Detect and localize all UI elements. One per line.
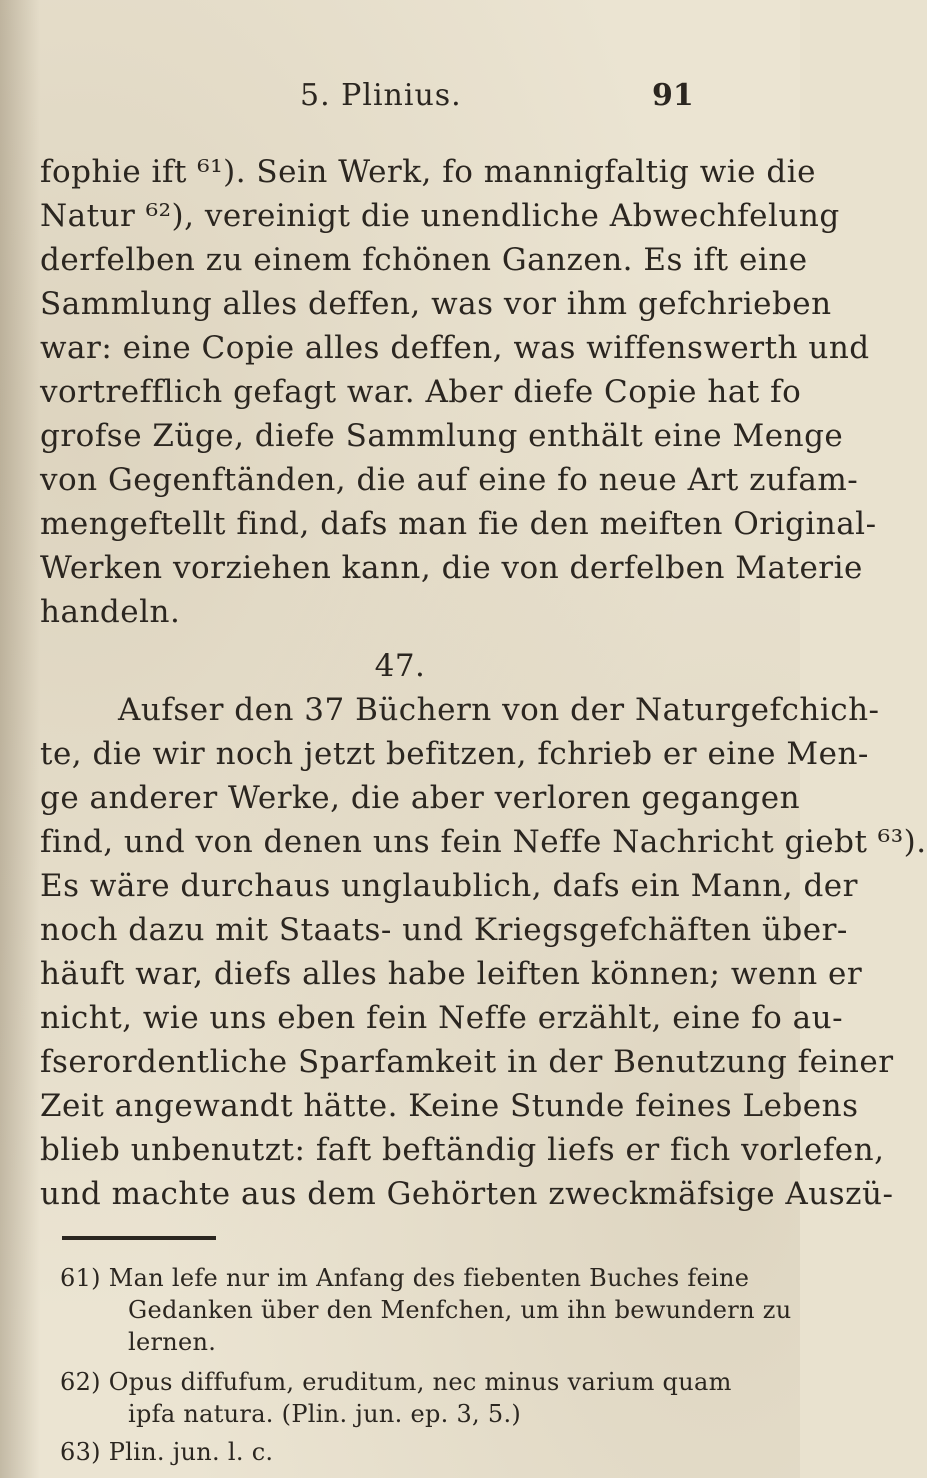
running-title: 5. Plinius. bbox=[300, 78, 462, 113]
text-line: blieb unbenutzt: faft beftändig liefs er fich vorlefen, bbox=[40, 1132, 885, 1168]
text-line: nicht, wie uns eben fein Neffe erzählt, eine fo au- bbox=[40, 1000, 844, 1036]
text-line: fserordentliche Sparfamkeit in der Benutzung feiner bbox=[40, 1044, 894, 1080]
page-number: 91 bbox=[652, 78, 694, 113]
page-edge-shadow bbox=[0, 0, 40, 1478]
text-line: war: eine Copie alles deffen, was wiffenswerth und bbox=[40, 330, 870, 366]
text-line: te, die wir noch jetzt befitzen, fchrieb er eine Men- bbox=[40, 736, 869, 772]
text-line: grofse Züge, diefe Sammlung enthält eine Menge bbox=[40, 418, 844, 454]
text-line: mengeftellt find, dafs man fie den meiften Original- bbox=[40, 506, 877, 542]
text-line: Zeit angewandt hätte. Keine Stunde feines Lebens bbox=[40, 1088, 859, 1124]
text-line: noch dazu mit Staats- und Kriegsgefchäften über- bbox=[40, 912, 848, 948]
footnote-62-cont: ipfa natura. (Plin. jun. ep. 3, 5.) bbox=[128, 1400, 522, 1428]
text-line: find, und von denen uns fein Neffe Nachricht giebt ⁶³). bbox=[40, 824, 927, 860]
footnote-62: 62) Opus diffufum, eruditum, nec minus varium quam bbox=[60, 1368, 732, 1396]
text-line: Sammlung alles deffen, was vor ihm gefchrieben bbox=[40, 286, 832, 322]
footnote-61: 61) Man lefe nur im Anfang des fiebenten Buches feine bbox=[60, 1264, 750, 1292]
text-line: von Gegenftänden, die auf eine fo neue Art zufam- bbox=[40, 462, 859, 498]
text-line: Natur ⁶²), vereinigt die unendliche Abwechfelung bbox=[40, 198, 840, 234]
running-head bbox=[0, 78, 800, 118]
footnote-63: 63) Plin. jun. l. c. bbox=[60, 1438, 274, 1466]
text-line: häuft war, diefs alles habe leiften können; wenn er bbox=[40, 956, 863, 992]
text-line: und machte aus dem Gehörten zweckmäfsige Auszü- bbox=[40, 1176, 894, 1212]
text-line: ge anderer Werke, die aber verloren gegangen bbox=[40, 780, 801, 816]
footnote-rule bbox=[62, 1236, 216, 1240]
text-line: derfelben zu einem fchönen Ganzen. Es ift eine bbox=[40, 242, 808, 278]
text-line: Werken vorziehen kann, die von derfelben Materie bbox=[40, 550, 863, 586]
text-line: handeln. bbox=[40, 594, 181, 630]
text-line: Aufser den 37 Büchern von der Naturgefchich- bbox=[118, 692, 880, 728]
footnote-61-cont: lernen. bbox=[128, 1328, 217, 1356]
text-line: Es wäre durchaus unglaublich, dafs ein Mann, der bbox=[40, 868, 858, 904]
footnote-61-cont: Gedanken über den Menfchen, um ihn bewundern zu bbox=[128, 1296, 792, 1324]
text-line: fophie ift ⁶¹). Sein Werk, fo mannigfaltig wie die bbox=[40, 154, 816, 190]
text-line: vortrefflich gefagt war. Aber diefe Copie hat fo bbox=[40, 374, 802, 410]
section-number: 47. bbox=[374, 648, 426, 684]
